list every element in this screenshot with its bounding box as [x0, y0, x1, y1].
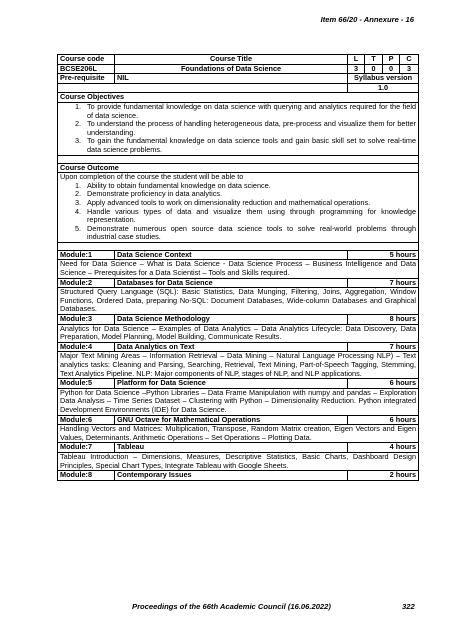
module-hours: 6 hours: [348, 415, 419, 425]
prereq-label: Pre-requisite: [58, 74, 115, 84]
course-title-label: Course Title: [115, 55, 348, 65]
list-item: 4. Handle various types of data and visualize them using through programming for knowledge representation.: [75, 206, 417, 225]
module-number: Module:4: [58, 342, 115, 352]
module-number: Module:1: [58, 250, 115, 260]
outcomes-cell: [58, 173, 419, 243]
module-number: Module:6: [58, 415, 115, 425]
module-number: Module:7: [58, 443, 115, 453]
module-header: [58, 415, 419, 425]
syllabus-table: [57, 54, 419, 481]
l-value: 3: [348, 64, 365, 74]
module-title: Tableau: [115, 443, 348, 453]
outcomes-intro: Upon completion of the course the student will be able to: [60, 172, 244, 182]
module-header: [58, 471, 419, 481]
module-number: Module:5: [58, 379, 115, 389]
list-item: 3. Apply advanced tools to work on dimensionality reduction and mathematical operations.: [75, 197, 371, 207]
objectives-cell: [58, 102, 419, 155]
module-hours: 8 hours: [348, 315, 419, 325]
list-item: 2. Demonstrate proficiency in data analytics.: [75, 189, 223, 199]
module-description: Handling Vectors and Matrices: Multiplication, Transpose, Random Matrix creation, Eigen Vectors and Eigen Values, Determinants. Arithmetic Operations – Set Operations – Plotting Data.: [58, 425, 419, 443]
module-header: [58, 250, 419, 260]
page-number: 322: [402, 602, 415, 611]
module-description: Structured Query Language (SQL): Basic Statistics, Data Munging, Filtering, Joins, Aggregation, Window Functions, Ordered Data, preparing No-SQL: Document Databases, Wide-column Databases and Graphical Databases.: [58, 288, 419, 315]
module-header: [58, 443, 419, 453]
module-description: Major Text Mining Areas – Information Retrieval – Data Mining – Natural Language Processing NLP) – Text analytics tasks: Cleaning and Parsing, Searching, Retrieval, Text Mining, Part-of-Speech Tagging, Stemming, Text Analytics Pipeline. NLP: Major components of NLP, stages of NLP, and NLP applications.: [58, 352, 419, 379]
list-item: 3. To gain the fundamental knowledge on data science tools and gain basic skill set to solve real-time data science problems.: [75, 136, 417, 154]
objectives-list: [60, 103, 416, 155]
module-header: [58, 315, 419, 325]
module-title: Data Analytics on Text: [115, 342, 348, 352]
syllabus-version-label: Syllabus version: [348, 74, 419, 84]
module-title: GNU Octave for Mathematical Operations: [115, 415, 348, 425]
module-number: Module:2: [58, 278, 115, 288]
module-title: Data Science Methodology: [115, 315, 348, 325]
list-item: 2. To understand the process of handling heterogeneous data, pre-process and visualize them for better understanding.: [75, 119, 417, 137]
course-header-row: [58, 55, 419, 65]
module-description: Tableau Introduction – Dimensions, Measures, Descriptive Statistics, Basic Charts, Dashboard Design Principles, Special Chart Types, Integrate Tableau with Google Sheets.: [58, 452, 419, 470]
module-hours: 6 hours: [348, 379, 419, 389]
module-hours: 4 hours: [348, 443, 419, 453]
c-value: 3: [400, 64, 419, 74]
outcomes-list: [60, 182, 416, 242]
module-hours: 7 hours: [348, 278, 419, 288]
list-item: 5. Demonstrate numerous open source data science tools to solve real-world problems through industrial case studies.: [75, 223, 417, 242]
course-info-row: [58, 64, 419, 74]
course-code: BCSE206L: [58, 64, 115, 74]
syllabus-version-row: [58, 83, 419, 93]
objectives-heading: Course Objectives: [58, 93, 419, 103]
list-item: 1. To provide fundamental knowledge on data science with querying and analytics required for the field of data science.: [75, 102, 417, 120]
course-title: Foundations of Data Science: [115, 64, 348, 74]
module-header: [58, 379, 419, 389]
footer-text: Proceedings of the 66th Academic Council (16.06.2022): [132, 602, 331, 611]
t-label: T: [365, 55, 383, 65]
module-description: Need for Data Science – What is Data Science - Data Science Process – Business Intelligence and Data Science – Prerequisites for a Data Scientist – Tools and Skills required.: [58, 260, 419, 278]
module-title: Data Science Context: [115, 250, 348, 260]
module-title: Contemporary Issues: [115, 471, 348, 481]
annexure-header: Item 66/20 - Annexure - 16: [320, 15, 414, 24]
p-value: 0: [383, 64, 400, 74]
module-hours: 2 hours: [348, 471, 419, 481]
module-header: [58, 278, 419, 288]
syllabus-version: 1.0: [348, 83, 419, 93]
prereq-value: NIL: [115, 74, 348, 84]
t-value: 0: [365, 64, 383, 74]
course-code-label: Course code: [58, 55, 115, 65]
module-hours: 5 hours: [348, 250, 419, 260]
module-hours: 7 hours: [348, 342, 419, 352]
module-title: Databases for Data Science: [115, 278, 348, 288]
module-header: [58, 342, 419, 352]
module-number: Module:8: [58, 471, 115, 481]
list-item: 1. Ability to obtain fundamental knowledge on data science.: [75, 180, 271, 190]
module-number: Module:3: [58, 315, 115, 325]
c-label: C: [400, 55, 419, 65]
module-description: Python for Data Science –Python Libraries – Data Frame Manipulation with numpy and pandas – Exploration Data Analysis – Time Series Dataset – Clustering with Python – Dimensionality Reduction. Python integrated Development Environments (IDE) for Data Science.: [58, 388, 419, 415]
p-label: P: [383, 55, 400, 65]
l-label: L: [348, 55, 365, 65]
module-title: Platform for Data Science: [115, 379, 348, 389]
outcomes-heading: Course Outcome: [58, 163, 419, 173]
module-description: Analytics for Data Science – Examples of Data Analytics – Data Analytics Lifecycle: Data Discovery, Data Preparation, Model Planning, Model Building, Communicate Results.: [58, 324, 419, 342]
prereq-row: [58, 74, 419, 84]
